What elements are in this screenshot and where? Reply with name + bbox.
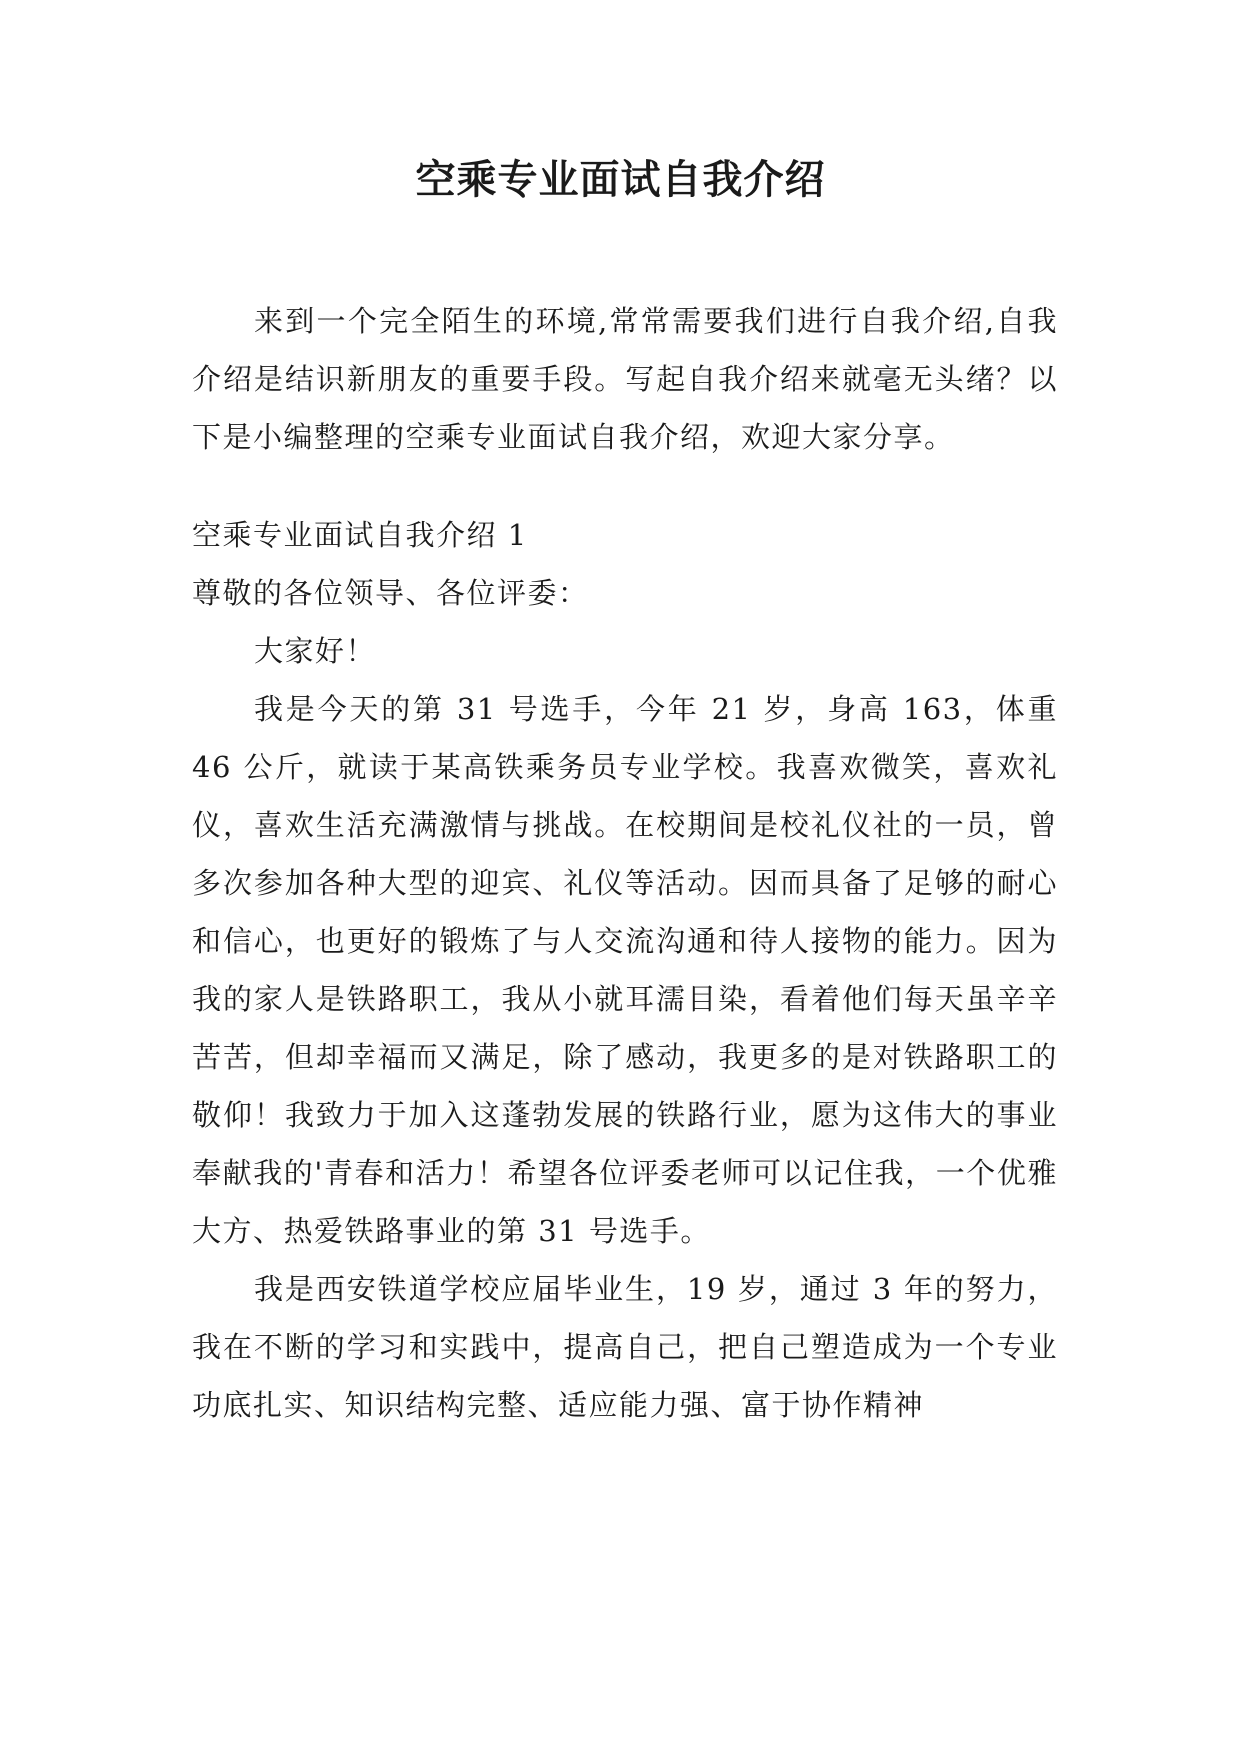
section-heading: 空乘专业面试自我介绍 1 <box>192 518 528 552</box>
intro-paragraph: 来到一个完全陌生的环境,常常需要我们进行自我介绍,自我介绍是结识新朋友的重要手段。写起自我介绍来就毫无头绪？以下是小编整理的空乘专业面试自我介绍，欢迎大家分享。 <box>192 304 1058 454</box>
body-paragraph-1: 我是今天的第 31 号选手，今年 21 岁，身高 163，体重 46 公斤，就读于某高铁乘务员专业学校。我喜欢微笑，喜欢礼仪，喜欢生活充满激情与挑战。在校期间是校礼仪社的一员，曾多次参加各种大型的迎宾、礼仪等活动。因而具备了足够的耐心和信心，也更好的锻炼了与人交流沟通和待人接物的能力。因为我的家人是铁路职工，我从小就耳濡目染，看着他们每天虽辛辛苦苦，但却幸福而又满足，除了感动，我更多的是对铁路职工的敬仰！我致力于加入这蓬勃发展的铁路行业，愿为这伟大的事业奉献我的'青春和活力！希望各位评委老师可以记住我，一个优雅大方、热爱铁路事业的第 31 号选手。 <box>192 692 1058 1248</box>
body-paragraph-2: 我是西安铁道学校应届毕业生，19 岁，通过 3 年的努力，我在不断的学习和实践中，提高自己，把自己塑造成为一个专业功底扎实、知识结构完整、适应能力强、富于协作精神 <box>192 1272 1058 1422</box>
document-body <box>192 292 1058 1434</box>
greeting: 大家好！ <box>254 634 377 668</box>
salutation: 尊敬的各位领导、各位评委： <box>192 576 589 610</box>
document-title: 空乘专业面试自我介绍 <box>415 157 826 203</box>
